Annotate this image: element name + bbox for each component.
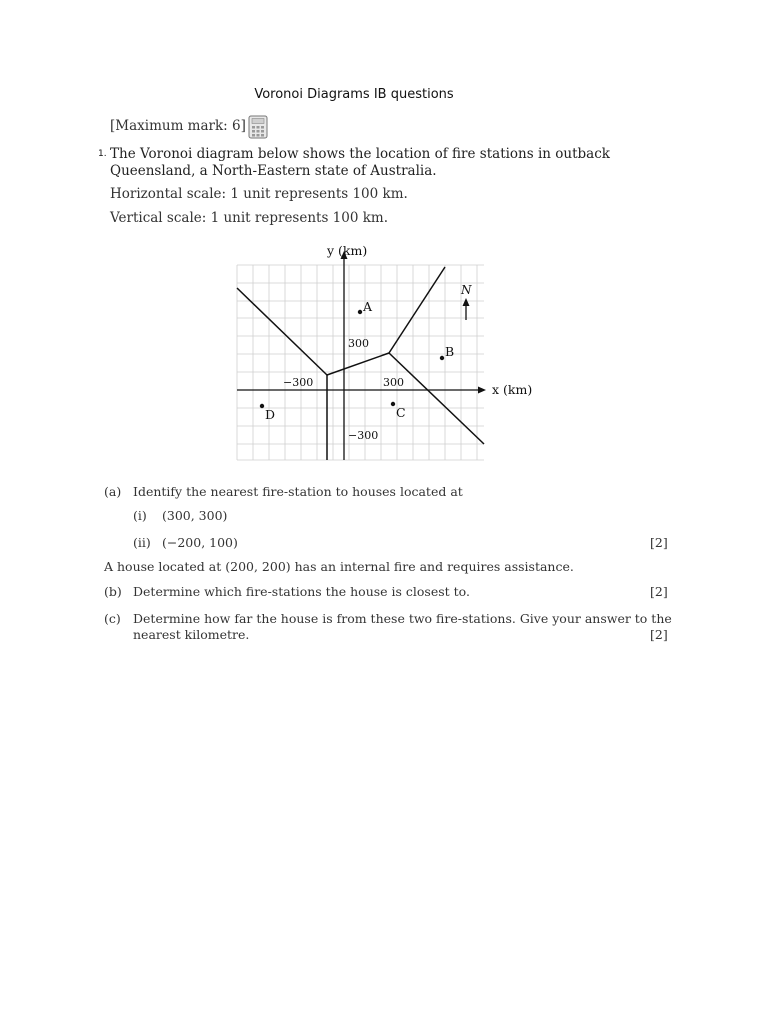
x-axis-label: x (km) (492, 382, 533, 397)
station-c-point (391, 402, 395, 406)
station-d-point (260, 404, 264, 408)
tick-label-y-neg300: −300 (348, 429, 379, 442)
voronoi-diagram (230, 240, 540, 465)
part-c-text-line1: Determine how far the house is from these two fire-stations. Give your answer to the (133, 611, 672, 626)
y-axis-label: y (km) (327, 243, 368, 258)
page-title: Voronoi Diagrams IB questions (254, 87, 454, 102)
part-a-ii-text: (−200, 100) (162, 535, 238, 550)
tick-label-x-pos300: 300 (383, 376, 404, 389)
station-d-label: D (265, 407, 276, 422)
tick-label-x-neg300: −300 (283, 376, 314, 389)
part-a-marks: [2] (650, 535, 668, 550)
north-label: N (461, 283, 472, 297)
calculator-icon (248, 115, 268, 139)
vertical-scale-text: Vertical scale: 1 unit represents 100 km. (110, 210, 389, 226)
question-number: 1. (98, 149, 107, 159)
maximum-mark: [Maximum mark: 6] (110, 118, 246, 134)
part-c-label: (c) (104, 611, 121, 626)
house-text: A house located at (200, 200) has an internal fire and requires assistance. (104, 559, 574, 574)
north-arrow (460, 283, 472, 320)
part-a-text: Identify the nearest fire-station to houses located at (133, 484, 463, 499)
x-axis-arrow (478, 387, 486, 394)
tick-label-y-pos300: 300 (348, 337, 369, 350)
station-b-point (440, 356, 444, 360)
part-a-i-text: (300, 300) (162, 508, 228, 523)
horizontal-scale-text: Horizontal scale: 1 unit represents 100 km. (110, 186, 408, 202)
part-b-marks: [2] (650, 584, 668, 599)
station-b-label: B (445, 344, 455, 359)
part-a-label: (a) (104, 484, 122, 499)
question-intro: The Voronoi diagram below shows the location of fire stations in outback Queensland, a North-Eastern state of Australia. (110, 146, 610, 179)
part-a-i-label: (i) (133, 508, 147, 523)
station-a-point (358, 310, 362, 314)
part-b-text: Determine which fire-stations the house is closest to. (133, 584, 470, 599)
station-c-label: C (396, 405, 406, 420)
part-c-text-line2: nearest kilometre. (133, 627, 250, 642)
station-a-label: A (363, 299, 373, 314)
fire-stations (260, 310, 444, 408)
part-a-ii-label: (ii) (133, 535, 151, 550)
part-c-marks: [2] (650, 627, 668, 642)
part-b-label: (b) (104, 584, 122, 599)
